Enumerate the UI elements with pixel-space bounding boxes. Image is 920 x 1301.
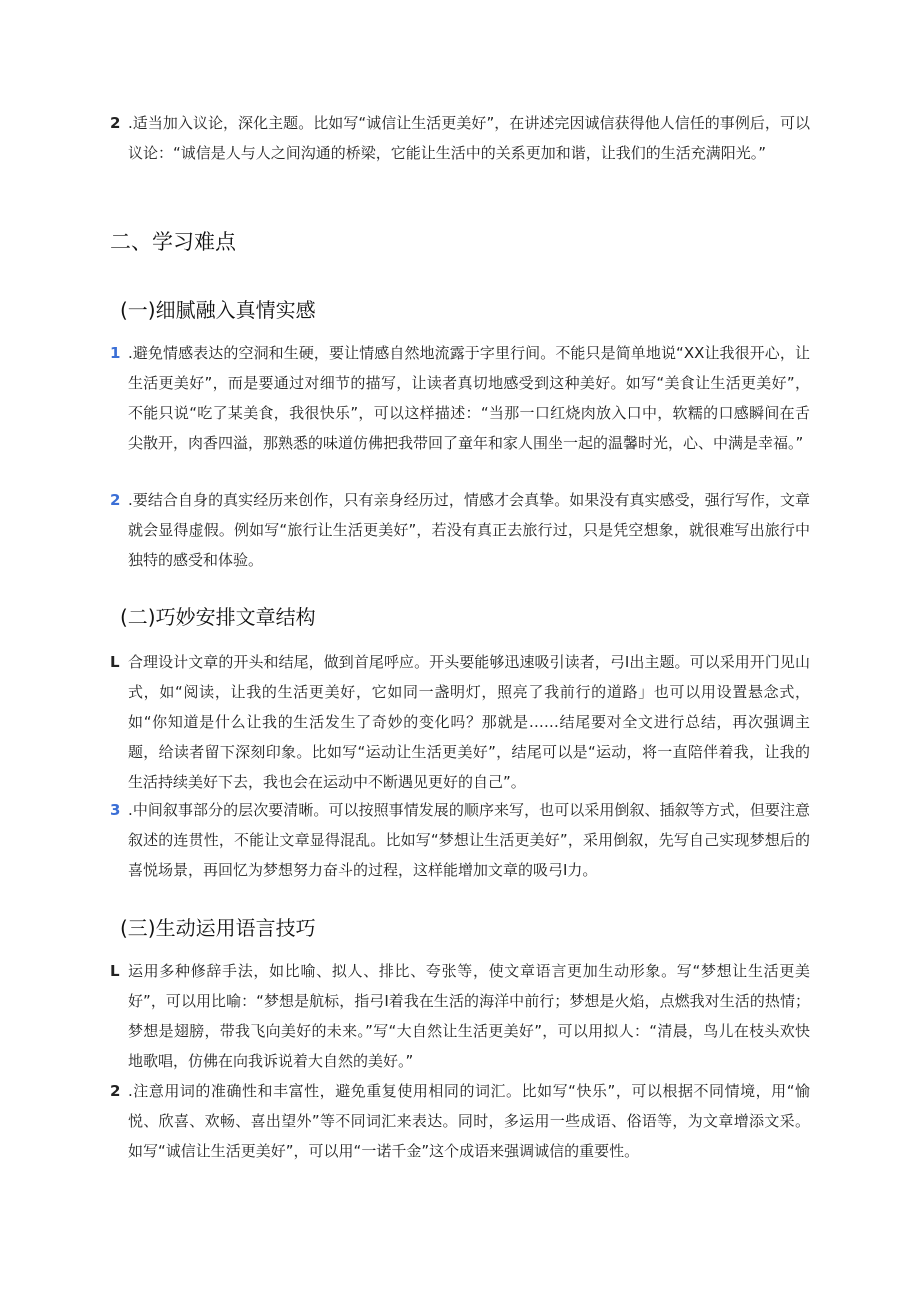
list-item-text: .避免情感表达的空洞和生硬，要让情感自然地流露于字里行间。不能只是简单地说“XX让我很开心，让生活更美好”，而是要通过对细节的描写，让读者真切地感受到这种美好。如写“美食让生活更美好”，不能只说“吃了某美食，我很快乐”，可以这样描述：“当那一口红烧肉放入口中，软糯的口感瞬间在舌尖散开，肉香四溢，那熟悉的味道仿佛把我带回了童年和家人围坐一起的温馨时光，心、中满是幸福。”	[128, 344, 810, 452]
list-item-text: 运用多种修辞手法，如比喻、拟人、排比、夸张等，使文章语言更加生动形象。写“梦想让生活更美好”，可以用比喻：“梦想是航标，指弓I着我在生活的海洋中前行；梦想是火焰，点燃我对生活的热情；梦想是翅膀，带我飞向美好的未来。”写“大自然让生活更美好”，可以用拟人：“清晨，鸟儿在枝头欢快地歌唱，仿佛在向我诉说着大自然的美好。”	[128, 962, 810, 1070]
subsection-title-2: (二)巧妙安排文章结构	[120, 605, 316, 629]
list-item	[110, 338, 810, 458]
list-item	[110, 1076, 810, 1166]
list-item	[110, 647, 810, 797]
list-item	[110, 485, 810, 575]
list-item-number: 2	[110, 114, 121, 132]
list-item-text: .中间叙事部分的层次要清晰。可以按照事情发展的顺序来写，也可以采用倒叙、插叙等方式，但要注意叙述的连贯性，不能让文章显得混乱。比如写“梦想让生活更美好”，采用倒叙，先写自己实现梦想后的喜悦场景，再回忆为梦想努力奋斗的过程，这样能增加文章的吸弓I力。	[128, 801, 810, 879]
list-item-text: .适当加入议论，深化主题。比如写“诚信让生活更美好”，在讲述完因诚信获得他人信任的事例后，可以议论：“诚信是人与人之间沟通的桥梁，它能让生活中的关系更加和谐，让我们的生活充满阳光。”	[128, 114, 810, 162]
subsection-title-3: (三)生动运用语言技巧	[120, 916, 316, 940]
list-item-number: L	[110, 962, 120, 980]
list-item-text: .注意用词的准确性和丰富性，避免重复使用相同的词汇。比如写“快乐”，可以根据不同情境，用“愉悦、欣喜、欢畅、喜出望外”等不同词汇来表达。同时，多运用一些成语、俗语等，为文章增添文采。如写“诚信让生活更美好”，可以用“一诺千金”这个成语来强调诚信的重要性。	[128, 1082, 810, 1160]
intro-list-item	[110, 108, 810, 168]
subsection-title-1: (一)细腻融入真情实感	[120, 298, 316, 322]
list-item-number: 2	[110, 491, 121, 509]
list-item-number: 2	[110, 1082, 121, 1100]
section-title: 二、学习难点	[110, 230, 236, 254]
list-item-number: 1	[110, 344, 121, 362]
list-item	[110, 956, 810, 1076]
list-item-text: .要结合自身的真实经历来创作，只有亲身经历过，情感才会真挚。如果没有真实感受，强行写作，文章就会显得虚假。例如写“旅行让生活更美好”，若没有真正去旅行过，只是凭空想象，就很难写出旅行中独特的感受和体验。	[128, 491, 810, 569]
list-item-number: 3	[110, 801, 121, 819]
list-item	[110, 795, 810, 885]
list-item-number: L	[110, 653, 120, 671]
list-item-text: 合理设计文章的开头和结尾，做到首尾呼应。开头要能够迅速吸引读者，弓I出主题。可以采用开门见山式，如“阅读，让我的生活更美好，它如同一盏明灯，照亮了我前行的道路」也可以用设置悬念式，如“你知道是什么让我的生活发生了奇妙的变化吗？那就是……结尾要对全文进行总结，再次强调主题，给读者留下深刻印象。比如写“运动让生活更美好”，结尾可以是“运动，将一直陪伴着我，让我的生活持续美好下去，我也会在运动中不断遇见更好的自己”。	[128, 653, 810, 791]
